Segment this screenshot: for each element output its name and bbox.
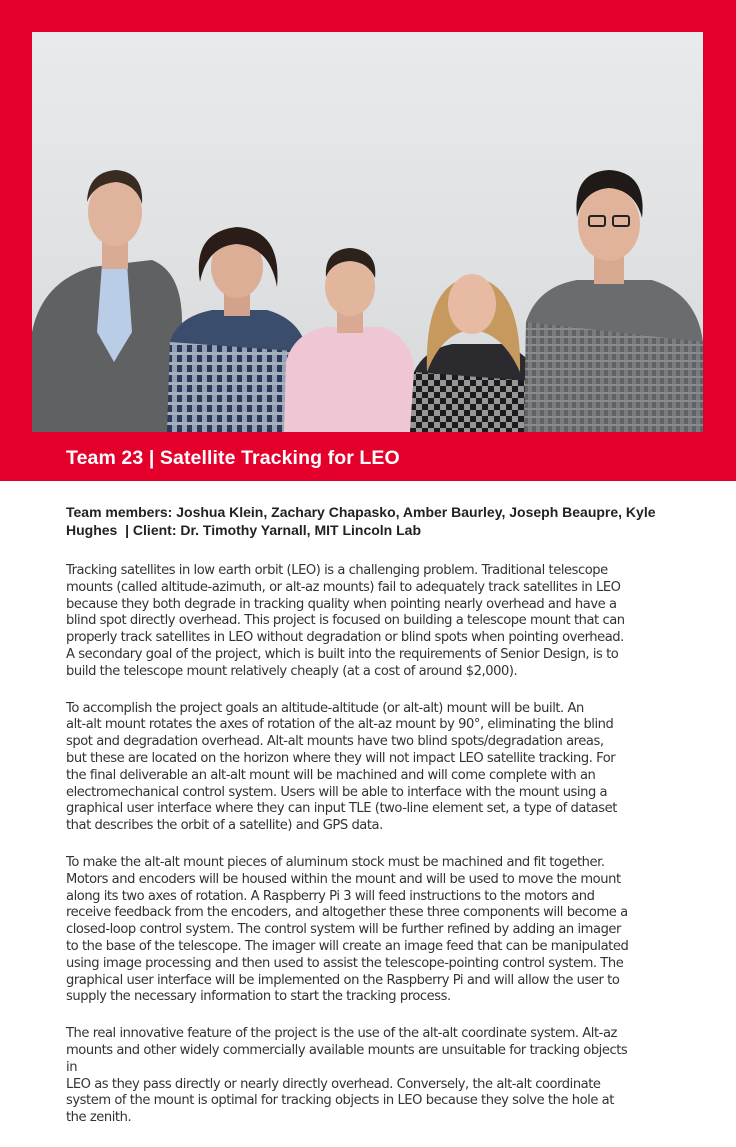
paragraph-line: because they both degrade in tracking quality when pointing nearly overhead and have a (66, 596, 617, 612)
paragraph-line: graphical user interface will be implemented on the Raspberry Pi and will allow the user to (66, 972, 620, 988)
paragraph-line: A secondary goal of the project, which is built into the requirements of Senior Design, is to (66, 646, 619, 662)
team-photo (32, 32, 703, 432)
team-photo-illustration (32, 32, 703, 432)
paragraph-line: along its two axes of rotation. A Raspberry Pi 3 will feed instructions to the motors and (66, 888, 595, 904)
paragraph-2 (66, 701, 671, 835)
paragraph-line: graphical user interface where they can input TLE (two-line element set, a type of dataset (66, 801, 617, 817)
person-3 (284, 248, 414, 432)
paragraph-line: To make the alt-alt mount pieces of aluminum stock must be machined and fit together. (66, 854, 605, 870)
team-members (66, 503, 671, 539)
paragraph-line: alt-alt mount rotates the axes of rotation of the alt-az mount by 90°, eliminating the blind (66, 717, 614, 733)
paragraph-line: but these are located on the horizon where they will not impact LEO satellite tracking. For (66, 750, 616, 766)
paragraph-line: closed-loop control system. The control system will be further refined by adding an imager (66, 922, 621, 938)
paragraph-3 (66, 855, 671, 1006)
paragraph-line: to the base of the telescope. The imager will create an image feed that can be manipulated (66, 938, 629, 954)
paragraph-line: supply the necessary information to start the tracking process. (66, 989, 451, 1005)
paragraph-line: Tracking satellites in low earth orbit (LEO) is a challenging problem. Traditional telescope (66, 563, 608, 578)
paragraph-line: the zenith. (66, 1110, 132, 1126)
paragraph-line: Motors and encoders will be housed within the mount and will be used to move the mount (66, 871, 621, 887)
paragraph-line: the final deliverable an alt-alt mount will be machined and will come complete with an (66, 767, 596, 783)
paragraph-line: To accomplish the project goals an altitude-altitude (or alt-alt) mount will be built. An (66, 700, 584, 716)
paragraph-line: properly track satellites in LEO without degradation or blind spots when pointing overhead. (66, 630, 624, 646)
person-4 (410, 274, 542, 432)
paragraph-line: spot and degradation overhead. Alt-alt mounts have two blind spots/degradation areas, (66, 734, 604, 750)
members-line-1: Team members: Joshua Klein, Zachary Chapasko, Amber Baurley, Joseph Beaupre, Kyle (66, 504, 656, 520)
paragraph-line: using image processing and then used to assist the telescope-pointing control system. The (66, 955, 624, 971)
members-line-2: Hughes | Client: Dr. Timothy Yarnall, MIT Lincoln Lab (66, 522, 421, 538)
paragraph-line: electromechanical control system. Users will be able to interface with the mount using a (66, 784, 608, 800)
paragraph-line: that describes the orbit of a satellite) and GPS data. (66, 818, 383, 834)
paragraph-line: in (66, 1059, 78, 1075)
person-5 (524, 170, 703, 432)
paragraph-line: build the telescope mount relatively cheaply (at a cost of around $2,000). (66, 663, 518, 679)
paragraph-line: receive feedback from the encoders, and altogether these three components will become a (66, 905, 628, 921)
paragraph-line: mounts and other widely commercially available mounts are unsuitable for tracking objects (66, 1042, 628, 1058)
paragraph-4 (66, 1026, 671, 1127)
person-1 (32, 170, 182, 432)
paragraph-line: The real innovative feature of the project is the use of the alt-alt coordinate system. Alt-az (66, 1026, 617, 1042)
paragraph-line: LEO as they pass directly or nearly directly overhead. Conversely, the alt-alt coordinate (66, 1076, 601, 1092)
paragraph-line: system of the mount is optimal for tracking objects in LEO because they solve the hole at (66, 1093, 614, 1109)
article-content (66, 503, 671, 1147)
paragraph-line: mounts (called altitude-azimuth, or alt-az mounts) fail to adequately track satellites in LEO (66, 579, 621, 595)
team-title: Team 23 | Satellite Tracking for LEO (66, 447, 400, 469)
paragraph-line: blind spot directly overhead. This project is focused on building a telescope mount that can (66, 613, 625, 629)
header-banner (0, 0, 736, 481)
paragraph-1 (66, 563, 671, 681)
